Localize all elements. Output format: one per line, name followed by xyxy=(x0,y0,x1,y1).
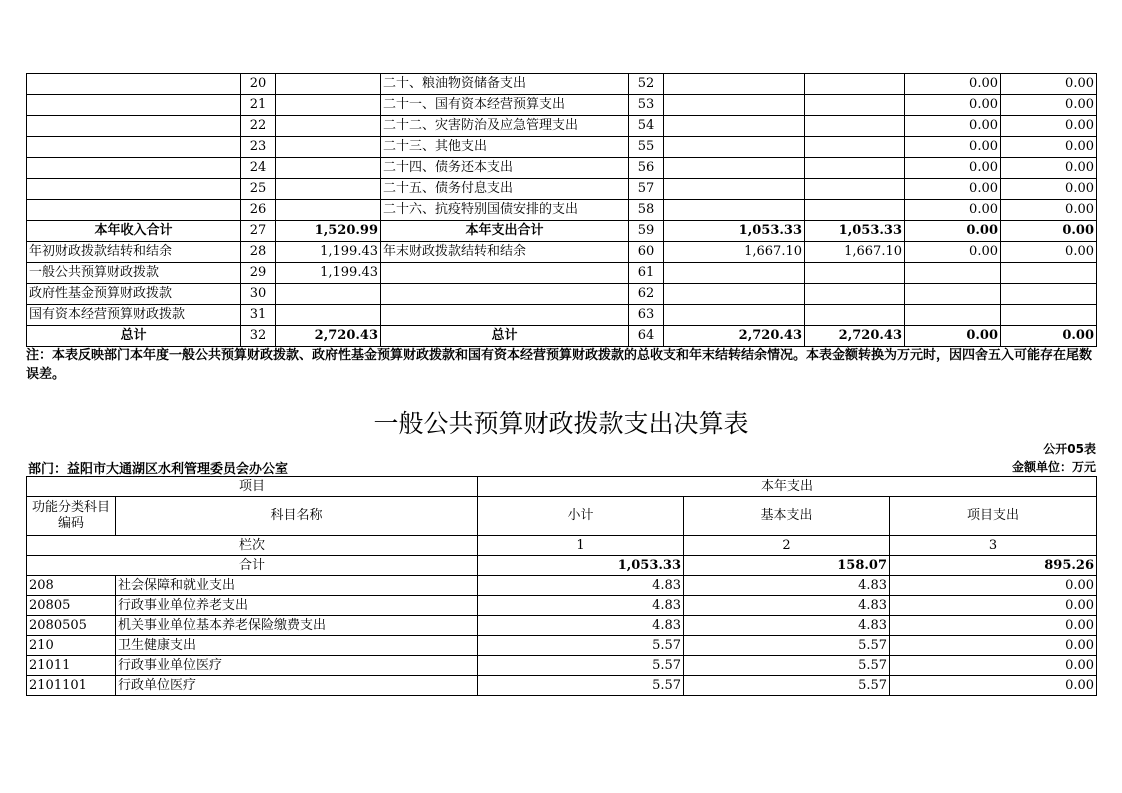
total-label: 合计 xyxy=(27,556,478,576)
column-number-1: 1 xyxy=(478,536,684,556)
table-row xyxy=(27,326,1097,347)
table-row xyxy=(27,263,1097,284)
expense-item: 二十三、其他支出 xyxy=(381,137,629,158)
income-item: 一般公共预算财政拨款 xyxy=(27,263,241,284)
basic-amount: 4.83 xyxy=(684,616,890,636)
subtotal-amount: 5.57 xyxy=(478,636,684,656)
expense-fund-budget: 0.00 xyxy=(905,200,1001,221)
expense-line-number: 57 xyxy=(629,179,664,200)
income-amount: 1,199.43 xyxy=(276,242,381,263)
expense-fund-budget: 0.00 xyxy=(905,137,1001,158)
income-amount xyxy=(276,284,381,305)
expense-line-number: 64 xyxy=(629,326,664,347)
basic-amount: 4.83 xyxy=(684,576,890,596)
expense-total xyxy=(664,116,805,137)
subject-name: 行政事业单位医疗 xyxy=(116,656,478,676)
subtotal-amount: 4.83 xyxy=(478,616,684,636)
expense-capital-budget: 0.00 xyxy=(1001,95,1097,116)
income-line-number: 30 xyxy=(241,284,276,305)
expense-fund-budget xyxy=(905,305,1001,326)
subject-name: 社会保障和就业支出 xyxy=(116,576,478,596)
expense-fund-budget: 0.00 xyxy=(905,116,1001,137)
expense-line-number: 58 xyxy=(629,200,664,221)
expense-total xyxy=(664,179,805,200)
expense-item xyxy=(381,263,629,284)
expense-fund-budget: 0.00 xyxy=(905,179,1001,200)
table-row xyxy=(27,221,1097,242)
table-row xyxy=(27,676,1097,696)
subtotal-amount: 4.83 xyxy=(478,576,684,596)
project-amount: 0.00 xyxy=(890,656,1097,676)
expense-general-budget xyxy=(805,200,905,221)
expense-total xyxy=(664,200,805,221)
table-row xyxy=(27,636,1097,656)
income-item xyxy=(27,179,241,200)
expense-capital-budget: 0.00 xyxy=(1001,158,1097,179)
expense-total xyxy=(664,74,805,95)
expense-item: 二十二、灾害防治及应急管理支出 xyxy=(381,116,629,137)
table-row xyxy=(27,116,1097,137)
subject-code: 210 xyxy=(27,636,116,656)
department-label: 部门：益阳市大通湖区水利管理委员会办公室 xyxy=(28,462,289,477)
table-row xyxy=(27,200,1097,221)
header-func-code: 功能分类科目编码 xyxy=(27,497,116,536)
income-line-number: 25 xyxy=(241,179,276,200)
subject-code: 20805 xyxy=(27,596,116,616)
expense-general-budget xyxy=(805,95,905,116)
expense-general-budget xyxy=(805,179,905,200)
expense-fund-budget xyxy=(905,284,1001,305)
expense-line-number: 55 xyxy=(629,137,664,158)
table-row xyxy=(27,616,1097,636)
header-row-1 xyxy=(27,477,1097,497)
income-line-number: 22 xyxy=(241,116,276,137)
income-line-number: 27 xyxy=(241,221,276,242)
income-amount xyxy=(276,116,381,137)
amount-unit-label: 金额单位：万元 xyxy=(1011,460,1096,474)
report-title: 一般公共预算财政拨款支出决算表 xyxy=(373,409,749,438)
project-amount: 0.00 xyxy=(890,576,1097,596)
expense-line-number: 60 xyxy=(629,242,664,263)
expense-fund-budget xyxy=(905,263,1001,284)
expense-total xyxy=(664,305,805,326)
expense-item xyxy=(381,284,629,305)
expense-general-budget: 1,667.10 xyxy=(805,242,905,263)
income-item xyxy=(27,74,241,95)
income-amount: 2,720.43 xyxy=(276,326,381,347)
expense-line-number: 54 xyxy=(629,116,664,137)
expense-fund-budget: 0.00 xyxy=(905,74,1001,95)
income-item: 年初财政拨款结转和结余 xyxy=(27,242,241,263)
expense-item: 本年支出合计 xyxy=(381,221,629,242)
subject-name: 行政单位医疗 xyxy=(116,676,478,696)
expense-capital-budget: 0.00 xyxy=(1001,200,1097,221)
header-row-2 xyxy=(27,497,1097,536)
subject-code: 2101101 xyxy=(27,676,116,696)
expense-item: 二十一、国有资本经营预算支出 xyxy=(381,95,629,116)
header-current-year: 本年支出 xyxy=(478,477,1097,497)
income-item xyxy=(27,116,241,137)
subject-name: 卫生健康支出 xyxy=(116,636,478,656)
column-number-3: 3 xyxy=(890,536,1097,556)
expense-general-budget xyxy=(805,263,905,284)
expense-general-budget xyxy=(805,284,905,305)
income-item xyxy=(27,200,241,221)
header-basic: 基本支出 xyxy=(684,497,890,536)
expense-fund-budget: 0.00 xyxy=(905,221,1001,242)
report-code: 公开05表 xyxy=(1043,442,1096,456)
expense-general-budget xyxy=(805,74,905,95)
expense-item: 年末财政拨款结转和结余 xyxy=(381,242,629,263)
income-expense-table xyxy=(26,73,1097,347)
basic-amount: 4.83 xyxy=(684,596,890,616)
expense-line-number: 53 xyxy=(629,95,664,116)
income-amount xyxy=(276,179,381,200)
header-subject-name: 科目名称 xyxy=(116,497,478,536)
total-row xyxy=(27,556,1097,576)
table-row xyxy=(27,305,1097,326)
header-subtotal: 小计 xyxy=(478,497,684,536)
expense-general-budget xyxy=(805,137,905,158)
basic-amount: 5.57 xyxy=(684,636,890,656)
expense-total xyxy=(664,284,805,305)
income-line-number: 21 xyxy=(241,95,276,116)
table-row xyxy=(27,596,1097,616)
expense-capital-budget: 0.00 xyxy=(1001,326,1097,347)
expense-total xyxy=(664,137,805,158)
expenditure-table-body xyxy=(27,477,1097,696)
income-line-number: 23 xyxy=(241,137,276,158)
expense-total xyxy=(664,95,805,116)
expense-capital-budget: 0.00 xyxy=(1001,242,1097,263)
income-item: 国有资本经营预算财政拨款 xyxy=(27,305,241,326)
table-row xyxy=(27,74,1097,95)
income-line-number: 31 xyxy=(241,305,276,326)
table-note: 注：本表反映部门本年度一般公共预算财政拨款、政府性基金预算财政拨款和国有资本经营预算财政拨款的总收支和年末结转结余情况。本表金额转换为万元时，因四舍五入可能存在尾数误差。 xyxy=(26,348,1093,382)
table-row xyxy=(27,242,1097,263)
expense-capital-budget xyxy=(1001,305,1097,326)
expense-line-number: 59 xyxy=(629,221,664,242)
subject-name: 行政事业单位养老支出 xyxy=(116,596,478,616)
income-item: 政府性基金预算财政拨款 xyxy=(27,284,241,305)
basic-amount: 5.57 xyxy=(684,656,890,676)
expense-general-budget: 1,053.33 xyxy=(805,221,905,242)
column-number-2: 2 xyxy=(684,536,890,556)
income-line-number: 28 xyxy=(241,242,276,263)
table-row xyxy=(27,137,1097,158)
table-row xyxy=(27,576,1097,596)
income-item xyxy=(27,137,241,158)
subject-code: 208 xyxy=(27,576,116,596)
subject-code: 21011 xyxy=(27,656,116,676)
income-amount: 1,199.43 xyxy=(276,263,381,284)
expense-line-number: 61 xyxy=(629,263,664,284)
expense-general-budget xyxy=(805,116,905,137)
income-expense-table-body xyxy=(27,74,1097,347)
table-row xyxy=(27,284,1097,305)
project-amount: 0.00 xyxy=(890,676,1097,696)
expense-fund-budget: 0.00 xyxy=(905,326,1001,347)
expense-total xyxy=(664,263,805,284)
income-amount xyxy=(276,74,381,95)
expense-item: 总计 xyxy=(381,326,629,347)
expense-total xyxy=(664,158,805,179)
income-line-number: 24 xyxy=(241,158,276,179)
expense-fund-budget: 0.00 xyxy=(905,242,1001,263)
table-row xyxy=(27,95,1097,116)
expense-capital-budget: 0.00 xyxy=(1001,74,1097,95)
expense-total: 1,667.10 xyxy=(664,242,805,263)
basic-amount: 5.57 xyxy=(684,676,890,696)
subtotal-amount: 4.83 xyxy=(478,596,684,616)
project-amount: 0.00 xyxy=(890,596,1097,616)
expense-capital-budget: 0.00 xyxy=(1001,137,1097,158)
income-item xyxy=(27,158,241,179)
expense-fund-budget: 0.00 xyxy=(905,95,1001,116)
expense-total: 2,720.43 xyxy=(664,326,805,347)
expense-line-number: 63 xyxy=(629,305,664,326)
subject-code: 2080505 xyxy=(27,616,116,636)
expense-general-budget xyxy=(805,158,905,179)
income-item: 总计 xyxy=(27,326,241,347)
income-line-number: 32 xyxy=(241,326,276,347)
header-project: 项目支出 xyxy=(890,497,1097,536)
income-amount xyxy=(276,137,381,158)
expense-item xyxy=(381,305,629,326)
expense-item: 二十六、抗疫特别国债安排的支出 xyxy=(381,200,629,221)
income-line-number: 29 xyxy=(241,263,276,284)
expenditure-table xyxy=(26,476,1097,696)
expense-capital-budget: 0.00 xyxy=(1001,116,1097,137)
expense-total: 1,053.33 xyxy=(664,221,805,242)
expense-capital-budget: 0.00 xyxy=(1001,179,1097,200)
expense-item: 二十、粮油物资储备支出 xyxy=(381,74,629,95)
income-amount xyxy=(276,305,381,326)
expense-line-number: 56 xyxy=(629,158,664,179)
income-item: 本年收入合计 xyxy=(27,221,241,242)
column-order-label: 栏次 xyxy=(27,536,478,556)
subtotal-amount: 5.57 xyxy=(478,676,684,696)
total-subtotal: 1,053.33 xyxy=(478,556,684,576)
total-basic: 158.07 xyxy=(684,556,890,576)
income-amount: 1,520.99 xyxy=(276,221,381,242)
expense-line-number: 52 xyxy=(629,74,664,95)
column-order-row xyxy=(27,536,1097,556)
table-row xyxy=(27,158,1097,179)
subject-name: 机关事业单位基本养老保险缴费支出 xyxy=(116,616,478,636)
income-line-number: 20 xyxy=(241,74,276,95)
income-amount xyxy=(276,95,381,116)
table-row xyxy=(27,179,1097,200)
table-row xyxy=(27,656,1097,676)
expense-item: 二十五、债务付息支出 xyxy=(381,179,629,200)
income-amount xyxy=(276,158,381,179)
expense-general-budget xyxy=(805,305,905,326)
expense-capital-budget xyxy=(1001,284,1097,305)
expense-item: 二十四、债务还本支出 xyxy=(381,158,629,179)
subtotal-amount: 5.57 xyxy=(478,656,684,676)
total-project: 895.26 xyxy=(890,556,1097,576)
income-line-number: 26 xyxy=(241,200,276,221)
project-amount: 0.00 xyxy=(890,616,1097,636)
income-amount xyxy=(276,200,381,221)
expense-capital-budget: 0.00 xyxy=(1001,221,1097,242)
expense-capital-budget xyxy=(1001,263,1097,284)
expense-line-number: 62 xyxy=(629,284,664,305)
expense-fund-budget: 0.00 xyxy=(905,158,1001,179)
project-amount: 0.00 xyxy=(890,636,1097,656)
expense-general-budget: 2,720.43 xyxy=(805,326,905,347)
header-item: 项目 xyxy=(27,477,478,497)
income-item xyxy=(27,95,241,116)
